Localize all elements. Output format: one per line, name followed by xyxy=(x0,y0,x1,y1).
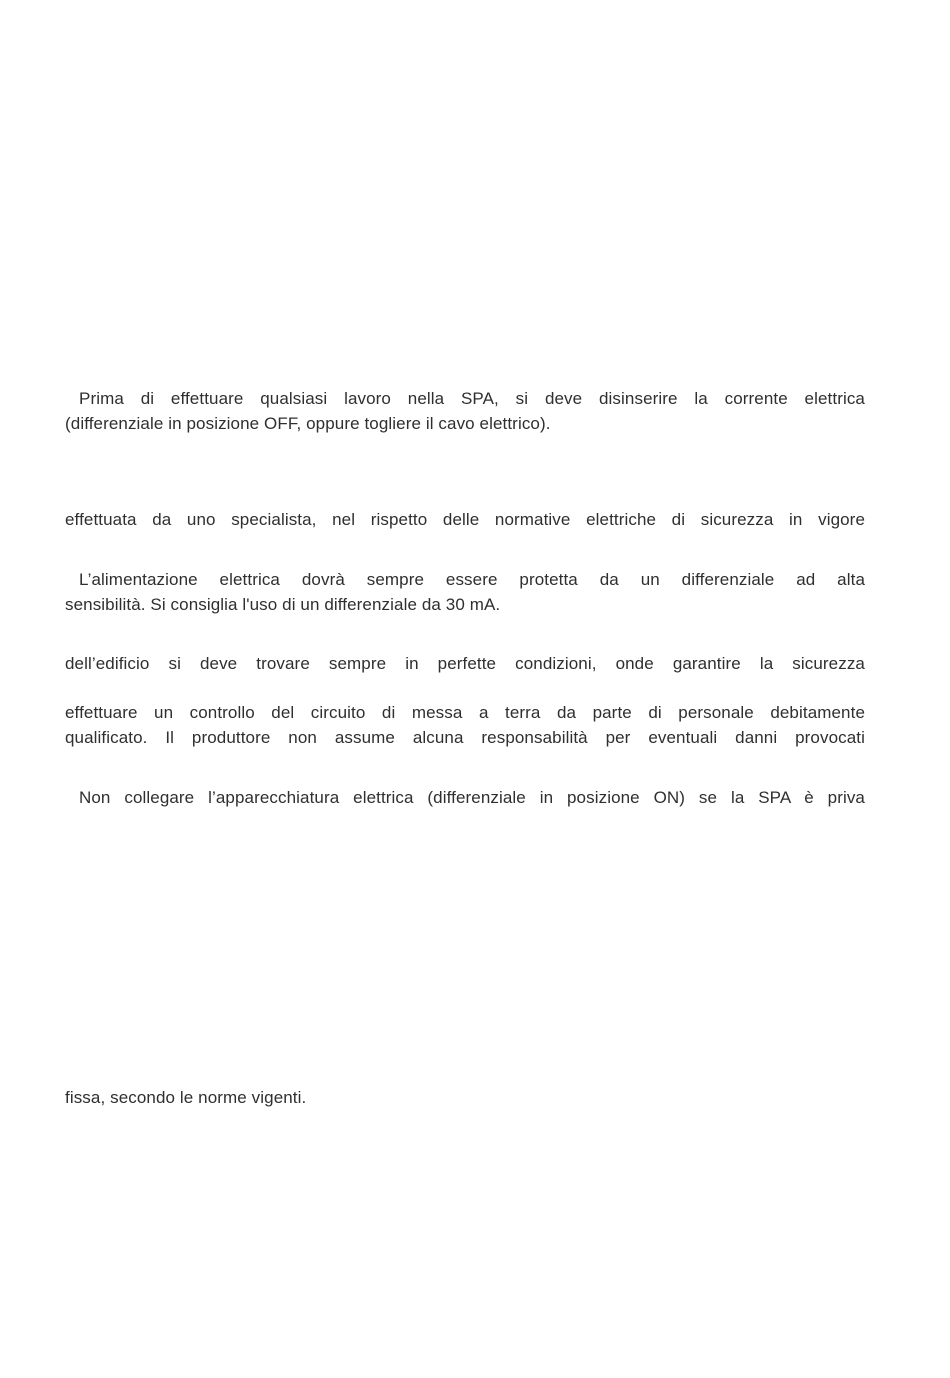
text-line: L’alimentazione elettrica dovrà sempre essere protetta da un differenziale ad alta xyxy=(79,570,865,589)
text-line: fissa, secondo le norme vigenti. xyxy=(65,1088,307,1107)
text-line: dell’edificio si deve trovare sempre in perfette condizioni, onde garantire la sicurezza xyxy=(65,654,865,673)
text-line: sensibilità. Si consiglia l'uso di un differenziale da 30 mA. xyxy=(65,595,501,614)
paragraph-power-off xyxy=(65,386,865,436)
paragraph-grounding xyxy=(65,700,865,750)
paragraph-building xyxy=(65,651,865,676)
text-line: Non collegare l’apparecchiatura elettrica (differenziale in posizione ON) se la SPA è priva xyxy=(79,788,865,807)
paragraph-do-not-connect xyxy=(65,785,865,810)
paragraph-differential xyxy=(65,567,865,617)
text-line: Prima di effettuare qualsiasi lavoro nella SPA, si deve disinserire la corrente elettrica xyxy=(79,389,865,408)
text-line: effettuata da uno specialista, nel rispetto delle normative elettriche di sicurezza in vigore xyxy=(65,510,865,529)
paragraph-fixed-installation xyxy=(65,1085,865,1110)
paragraph-specialist xyxy=(65,507,865,532)
text-line: effettuare un controllo del circuito di messa a terra da parte di personale debitamente xyxy=(65,703,865,722)
text-line: qualificato. Il produttore non assume alcuna responsabilità per eventuali danni provocati xyxy=(65,728,865,747)
text-line: (differenziale in posizione OFF, oppure togliere il cavo elettrico). xyxy=(65,414,551,433)
